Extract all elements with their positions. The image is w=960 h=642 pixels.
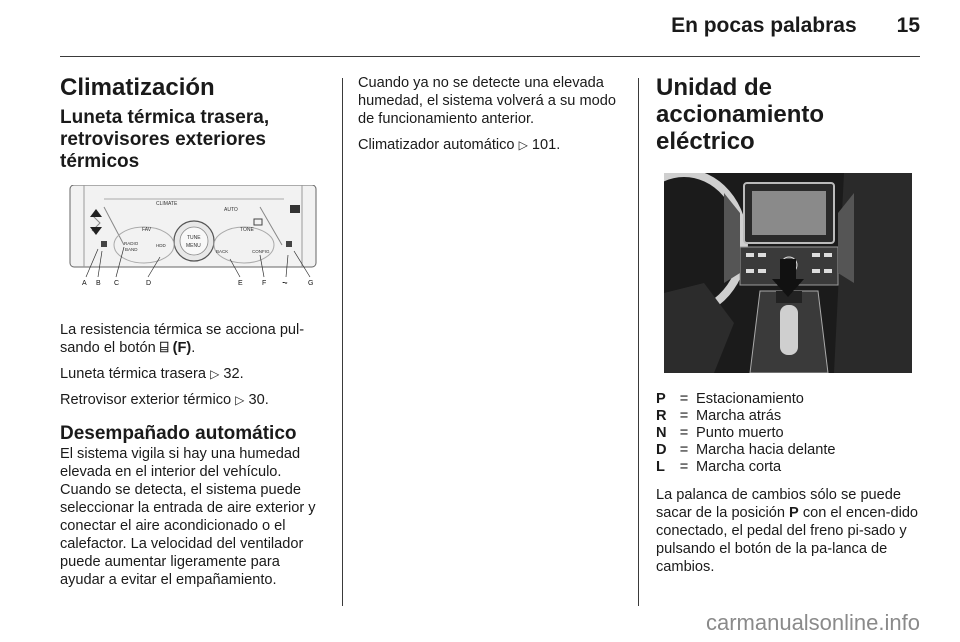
- paragraph-shift-lever: [656, 486, 926, 576]
- paragraph-text: La palanca de cambios sólo se puede sacar de la posición: [656, 487, 902, 521]
- running-title: En pocas palabras: [671, 14, 857, 37]
- legend-eq: =: [679, 408, 689, 424]
- legend-row-d: [656, 442, 926, 459]
- legend-label: Marcha corta: [696, 459, 782, 475]
- paragraph-defog: El sistema vigila si hay una humedad elevada en el interior del vehículo. Cuando se detecta, el sistema puede seleccionar la entrada de aire exterior y conectar el aire acondicionado o el calefactor. La velocidad del ventilador puede aumentar ligeramente para ayudar a evitar el empañamiento.: [60, 446, 316, 588]
- figure-label-d: D: [146, 280, 152, 287]
- legend-row-l: [656, 459, 926, 476]
- column-divider: [342, 78, 343, 606]
- paragraph-text: con el encen-dido conectado, el pedal del freno pi-sado y pulsando el botón de la pa-lanca de cambios.: [656, 505, 919, 575]
- button-key-f: (F): [172, 340, 192, 356]
- paragraph-rear-defrost: [60, 321, 328, 357]
- xref-rear-window[interactable]: Luneta térmica trasera ▷ 32.: [60, 366, 244, 382]
- paragraph-text: La resistencia térmica se acciona pul-sando el botón: [60, 322, 305, 356]
- legend-key: P: [656, 391, 666, 407]
- panel-text-menu: MENU: [186, 243, 201, 249]
- legend-eq: =: [679, 442, 689, 458]
- panel-text-climate: CLIMATE: [156, 201, 178, 207]
- panel-text-tone: TONE: [240, 227, 254, 233]
- panel-text-tune: TUNE: [187, 235, 201, 241]
- panel-text-band: BAND: [125, 247, 138, 252]
- panel-text-auto: AUTO: [224, 207, 238, 213]
- figure-label-e: E: [238, 280, 243, 287]
- gear-legend: [656, 391, 926, 476]
- figure-label-g: G: [308, 280, 314, 287]
- paragraph-text: .: [191, 340, 196, 356]
- watermark: carmanualsonline.info: [705, 610, 920, 635]
- legend-row-n: [656, 425, 926, 442]
- panel-text-hdd: HDD: [156, 243, 166, 248]
- figure-label-a: A: [82, 280, 87, 287]
- climate-panel-illustration: [64, 185, 322, 307]
- xref-page: 101: [531, 137, 557, 153]
- page-header: [671, 14, 920, 38]
- header-rule: [60, 56, 920, 57]
- column-divider: [638, 78, 639, 606]
- panel-text-fav: FAV: [142, 227, 152, 233]
- center-console-illustration: [664, 173, 912, 373]
- legend-label: Marcha atrás: [696, 408, 782, 424]
- figure-label-c: C: [114, 280, 120, 287]
- legend-key: N: [656, 425, 667, 441]
- legend-eq: =: [679, 425, 689, 441]
- subsection-title-defog: Desempañado automático: [60, 423, 297, 444]
- section-title-drive-unit: Unidad de accionamiento eléctrico: [656, 74, 825, 155]
- xref-text: Luneta térmica trasera: [60, 366, 211, 382]
- xref-text: Retrovisor exterior térmico: [60, 392, 236, 408]
- xref-triangle-icon: ▷: [518, 138, 528, 152]
- legend-key: D: [656, 442, 667, 458]
- figure-label-f: F: [262, 280, 267, 287]
- subsection-title-heated: Luneta térmica trasera, retrovisores exteriores térmicos: [60, 107, 270, 172]
- panel-text-config: CONFIG: [252, 249, 270, 254]
- legend-label: Marcha hacia delante: [696, 442, 836, 458]
- column-2: [358, 74, 626, 162]
- column-1: [60, 74, 328, 589]
- xref-page: 30: [248, 392, 265, 408]
- rear-defrost-icon: ⌸: [159, 340, 169, 356]
- rear-defrost-icon: ⏦: [282, 280, 288, 287]
- column-3: [656, 74, 926, 576]
- section-title-climate: Climatización: [60, 74, 215, 101]
- xref-auto-climate[interactable]: Climatizador automático ▷ 101.: [358, 137, 561, 153]
- xref-page: 32: [223, 366, 240, 382]
- legend-key: L: [656, 459, 665, 475]
- page-number: 15: [896, 14, 920, 37]
- xref-heated-mirror[interactable]: Retrovisor exterior térmico ▷ 30.: [60, 392, 269, 408]
- legend-row-r: [656, 408, 926, 425]
- legend-row-p: [656, 391, 926, 408]
- console-photo-figure: [664, 173, 912, 373]
- paragraph-humidity: Cuando ya no se detecte una elevada humedad, el sistema volverá a su modo de funcionamiento anterior.: [358, 75, 616, 127]
- legend-eq: =: [679, 391, 689, 407]
- xref-triangle-icon: ▷: [235, 393, 245, 407]
- climate-panel-figure: [64, 185, 322, 307]
- legend-key: R: [656, 408, 667, 424]
- legend-eq: =: [679, 459, 689, 475]
- gear-p-bold: P: [789, 505, 799, 521]
- panel-text-radio: RADIO: [124, 241, 139, 246]
- xref-triangle-icon: ▷: [210, 367, 220, 381]
- panel-text-back: BACK: [216, 249, 229, 254]
- legend-label: Punto muerto: [696, 425, 784, 441]
- legend-label: Estacionamiento: [696, 391, 804, 407]
- xref-text: Climatizador automático: [358, 137, 519, 153]
- figure-label-b: B: [96, 280, 101, 287]
